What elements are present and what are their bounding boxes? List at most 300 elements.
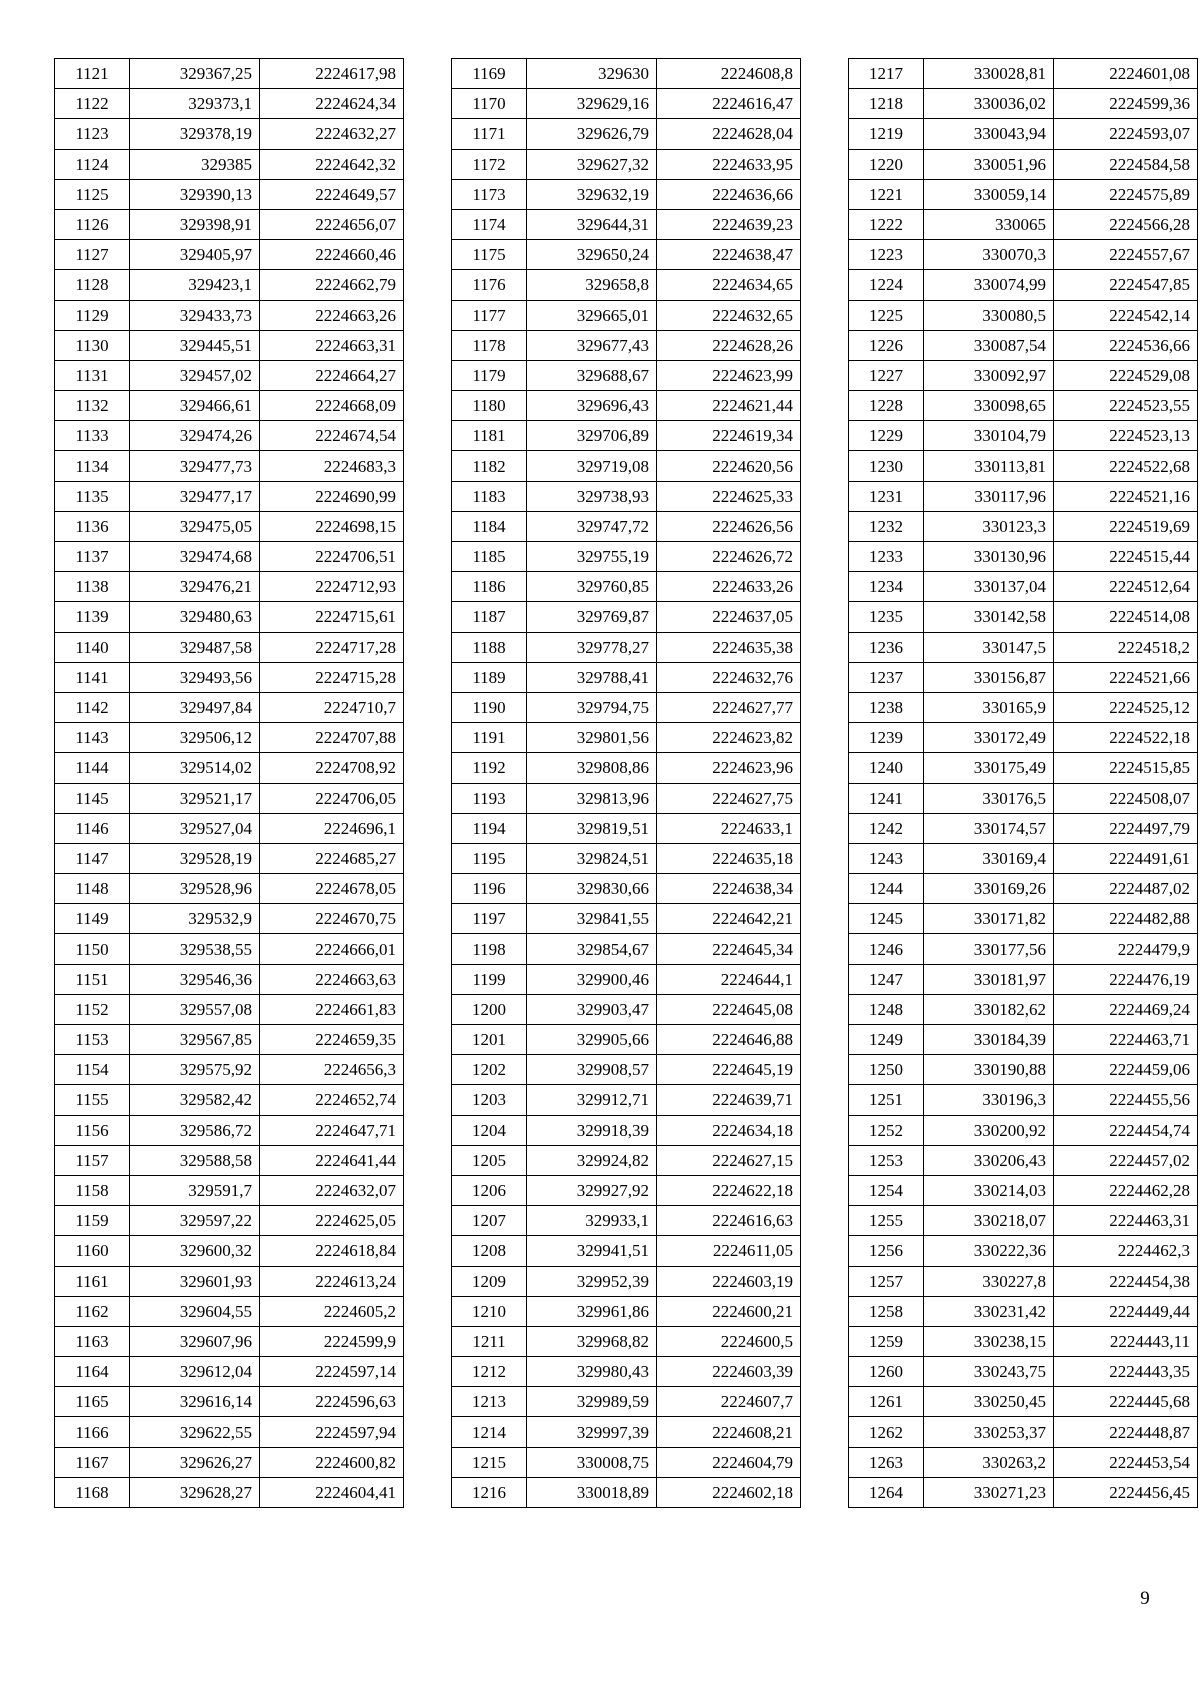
y-coordinate-cell: 2224712,93 [260,572,404,602]
table-row [849,1326,1198,1356]
y-coordinate-cell: 2224497,79 [1054,813,1198,843]
x-coordinate-cell: 329854,67 [527,934,657,964]
table-row [452,904,801,934]
x-coordinate-cell: 329905,66 [527,1025,657,1055]
y-coordinate-cell: 2224522,68 [1054,451,1198,481]
point-number-cell: 1216 [452,1477,527,1507]
point-number-cell: 1233 [849,542,924,572]
y-coordinate-cell: 2224482,88 [1054,904,1198,934]
table-row [849,89,1198,119]
x-coordinate-cell: 329841,55 [527,904,657,934]
y-coordinate-cell: 2224706,51 [260,542,404,572]
y-coordinate-cell: 2224542,14 [1054,300,1198,330]
x-coordinate-cell: 330087,54 [924,330,1054,360]
table-row [452,179,801,209]
point-number-cell: 1176 [452,270,527,300]
y-coordinate-cell: 2224514,08 [1054,602,1198,632]
y-coordinate-cell: 2224613,24 [260,1266,404,1296]
point-number-cell: 1174 [452,209,527,239]
y-coordinate-cell: 2224636,66 [657,179,801,209]
y-coordinate-cell: 2224715,61 [260,602,404,632]
y-coordinate-cell: 2224600,5 [657,1326,801,1356]
table-row [849,209,1198,239]
table-row [849,934,1198,964]
point-number-cell: 1125 [55,179,130,209]
table-row [55,542,404,572]
table-row [849,1236,1198,1266]
x-coordinate-cell: 329457,02 [130,360,260,390]
x-coordinate-cell: 329390,13 [130,179,260,209]
x-coordinate-cell: 329706,89 [527,421,657,451]
point-number-cell: 1248 [849,994,924,1024]
table-row [55,300,404,330]
point-number-cell: 1137 [55,542,130,572]
y-coordinate-cell: 2224625,05 [260,1206,404,1236]
x-coordinate-cell: 330104,79 [924,421,1054,451]
x-coordinate-cell: 329629,16 [527,89,657,119]
table-row [55,59,404,89]
y-coordinate-cell: 2224623,96 [657,753,801,783]
x-coordinate-cell: 329628,27 [130,1477,260,1507]
table-row [452,89,801,119]
table-row [452,421,801,451]
y-coordinate-cell: 2224670,75 [260,904,404,934]
y-coordinate-cell: 2224708,92 [260,753,404,783]
x-coordinate-cell: 330008,75 [527,1447,657,1477]
table-row [55,874,404,904]
table-row [849,119,1198,149]
x-coordinate-cell: 329527,04 [130,813,260,843]
y-coordinate-cell: 2224659,35 [260,1025,404,1055]
point-number-cell: 1205 [452,1145,527,1175]
point-number-cell: 1169 [452,59,527,89]
x-coordinate-cell: 329813,96 [527,783,657,813]
point-number-cell: 1182 [452,451,527,481]
point-number-cell: 1173 [452,179,527,209]
y-coordinate-cell: 2224454,74 [1054,1115,1198,1145]
x-coordinate-cell: 329755,19 [527,542,657,572]
point-number-cell: 1209 [452,1266,527,1296]
x-coordinate-cell: 329941,51 [527,1236,657,1266]
table-row [55,421,404,451]
table-row [452,753,801,783]
x-coordinate-cell: 330200,92 [924,1115,1054,1145]
x-coordinate-cell: 329445,51 [130,330,260,360]
table-row [452,1025,801,1055]
x-coordinate-cell: 329423,1 [130,270,260,300]
point-number-cell: 1142 [55,692,130,722]
point-number-cell: 1232 [849,511,924,541]
point-number-cell: 1163 [55,1326,130,1356]
table-row [55,391,404,421]
point-number-cell: 1249 [849,1025,924,1055]
point-number-cell: 1171 [452,119,527,149]
x-coordinate-cell: 329373,1 [130,89,260,119]
table-row [849,1387,1198,1417]
point-number-cell: 1253 [849,1145,924,1175]
y-coordinate-cell: 2224661,83 [260,994,404,1024]
y-coordinate-cell: 2224523,13 [1054,421,1198,451]
x-coordinate-cell: 330036,02 [924,89,1054,119]
x-coordinate-cell: 329385 [130,149,260,179]
y-coordinate-cell: 2224605,2 [260,1296,404,1326]
y-coordinate-cell: 2224600,82 [260,1447,404,1477]
point-number-cell: 1148 [55,874,130,904]
y-coordinate-cell: 2224634,65 [657,270,801,300]
point-number-cell: 1143 [55,723,130,753]
y-coordinate-cell: 2224469,24 [1054,994,1198,1024]
point-number-cell: 1228 [849,391,924,421]
y-coordinate-cell: 2224663,26 [260,300,404,330]
x-coordinate-cell: 330174,57 [924,813,1054,843]
x-coordinate-cell: 330250,45 [924,1387,1054,1417]
x-coordinate-cell: 329794,75 [527,692,657,722]
x-coordinate-cell: 329918,39 [527,1115,657,1145]
coordinate-table-body [849,59,1198,1508]
table-row [55,1055,404,1085]
table-row [452,1115,801,1145]
table-row [452,59,801,89]
y-coordinate-cell: 2224652,74 [260,1085,404,1115]
point-number-cell: 1211 [452,1326,527,1356]
table-row [849,421,1198,451]
y-coordinate-cell: 2224685,27 [260,843,404,873]
x-coordinate-cell: 329487,58 [130,632,260,662]
table-row [452,119,801,149]
y-coordinate-cell: 2224624,34 [260,89,404,119]
x-coordinate-cell: 329612,04 [130,1357,260,1387]
y-coordinate-cell: 2224611,05 [657,1236,801,1266]
y-coordinate-cell: 2224632,07 [260,1175,404,1205]
y-coordinate-cell: 2224557,67 [1054,240,1198,270]
point-number-cell: 1183 [452,481,527,511]
y-coordinate-cell: 2224641,44 [260,1145,404,1175]
point-number-cell: 1215 [452,1447,527,1477]
table-row [452,1357,801,1387]
point-number-cell: 1187 [452,602,527,632]
point-number-cell: 1220 [849,149,924,179]
point-number-cell: 1195 [452,843,527,873]
table-row [849,783,1198,813]
x-coordinate-cell: 330142,58 [924,602,1054,632]
point-number-cell: 1194 [452,813,527,843]
y-coordinate-cell: 2224519,69 [1054,511,1198,541]
table-row [452,391,801,421]
y-coordinate-cell: 2224628,04 [657,119,801,149]
y-coordinate-cell: 2224639,23 [657,209,801,239]
table-row [452,511,801,541]
point-number-cell: 1123 [55,119,130,149]
table-row [849,1266,1198,1296]
y-coordinate-cell: 2224645,34 [657,934,801,964]
point-number-cell: 1213 [452,1387,527,1417]
point-number-cell: 1198 [452,934,527,964]
point-number-cell: 1124 [55,149,130,179]
x-coordinate-cell: 329528,19 [130,843,260,873]
y-coordinate-cell: 2224457,02 [1054,1145,1198,1175]
point-number-cell: 1258 [849,1296,924,1326]
table-row [849,1206,1198,1236]
x-coordinate-cell: 329665,01 [527,300,657,330]
x-coordinate-cell: 329719,08 [527,451,657,481]
table-row [452,1447,801,1477]
y-coordinate-cell: 2224523,55 [1054,391,1198,421]
table-row [452,874,801,904]
y-coordinate-cell: 2224449,44 [1054,1296,1198,1326]
y-coordinate-cell: 2224599,36 [1054,89,1198,119]
point-number-cell: 1236 [849,632,924,662]
y-coordinate-cell: 2224618,84 [260,1236,404,1266]
y-coordinate-cell: 2224649,57 [260,179,404,209]
point-number-cell: 1252 [849,1115,924,1145]
table-row [452,1417,801,1447]
table-row [55,240,404,270]
x-coordinate-cell: 329586,72 [130,1115,260,1145]
x-coordinate-cell: 330176,5 [924,783,1054,813]
table-row [55,1357,404,1387]
point-number-cell: 1158 [55,1175,130,1205]
x-coordinate-cell: 330147,5 [924,632,1054,662]
table-row [849,1447,1198,1477]
table-row [452,330,801,360]
y-coordinate-cell: 2224566,28 [1054,209,1198,239]
y-coordinate-cell: 2224647,71 [260,1115,404,1145]
x-coordinate-cell: 329477,17 [130,481,260,511]
x-coordinate-cell: 330051,96 [924,149,1054,179]
point-number-cell: 1184 [452,511,527,541]
table-row [55,753,404,783]
table-row [849,904,1198,934]
point-number-cell: 1225 [849,300,924,330]
point-number-cell: 1166 [55,1417,130,1447]
table-row [452,662,801,692]
table-row [849,391,1198,421]
point-number-cell: 1186 [452,572,527,602]
y-coordinate-cell: 2224656,07 [260,209,404,239]
point-number-cell: 1127 [55,240,130,270]
point-number-cell: 1207 [452,1206,527,1236]
point-number-cell: 1130 [55,330,130,360]
point-number-cell: 1212 [452,1357,527,1387]
table-row [849,843,1198,873]
table-row [849,149,1198,179]
table-row [849,1175,1198,1205]
y-coordinate-cell: 2224623,99 [657,360,801,390]
point-number-cell: 1231 [849,481,924,511]
table-row [452,994,801,1024]
table-row [55,1266,404,1296]
y-coordinate-cell: 2224518,2 [1054,632,1198,662]
table-row [55,662,404,692]
y-coordinate-cell: 2224698,15 [260,511,404,541]
x-coordinate-cell: 329626,27 [130,1447,260,1477]
x-coordinate-cell: 329405,97 [130,240,260,270]
x-coordinate-cell: 330065 [924,209,1054,239]
x-coordinate-cell: 329808,86 [527,753,657,783]
table-row [55,119,404,149]
y-coordinate-cell: 2224637,05 [657,602,801,632]
table-row [55,1115,404,1145]
x-coordinate-cell: 330271,23 [924,1477,1054,1507]
table-row [452,1206,801,1236]
x-coordinate-cell: 329912,71 [527,1085,657,1115]
table-row [849,240,1198,270]
x-coordinate-cell: 330092,97 [924,360,1054,390]
point-number-cell: 1177 [452,300,527,330]
y-coordinate-cell: 2224454,38 [1054,1266,1198,1296]
table-row [849,1477,1198,1507]
point-number-cell: 1251 [849,1085,924,1115]
point-number-cell: 1121 [55,59,130,89]
x-coordinate-cell: 330043,94 [924,119,1054,149]
x-coordinate-cell: 329521,17 [130,783,260,813]
point-number-cell: 1154 [55,1055,130,1085]
point-number-cell: 1144 [55,753,130,783]
point-number-cell: 1159 [55,1206,130,1236]
table-row [849,602,1198,632]
y-coordinate-cell: 2224448,87 [1054,1417,1198,1447]
point-number-cell: 1250 [849,1055,924,1085]
y-coordinate-cell: 2224645,08 [657,994,801,1024]
table-row [452,1326,801,1356]
table-row [55,270,404,300]
table-row [452,209,801,239]
point-number-cell: 1246 [849,934,924,964]
point-number-cell: 1254 [849,1175,924,1205]
x-coordinate-cell: 329927,92 [527,1175,657,1205]
x-coordinate-cell: 330018,89 [527,1477,657,1507]
point-number-cell: 1244 [849,874,924,904]
x-coordinate-cell: 329908,57 [527,1055,657,1085]
table-row [452,1296,801,1326]
point-number-cell: 1200 [452,994,527,1024]
y-coordinate-cell: 2224674,54 [260,421,404,451]
point-number-cell: 1239 [849,723,924,753]
table-row [452,572,801,602]
y-coordinate-cell: 2224632,65 [657,300,801,330]
point-number-cell: 1131 [55,360,130,390]
x-coordinate-cell: 330059,14 [924,179,1054,209]
x-coordinate-cell: 330263,2 [924,1447,1054,1477]
coordinate-table-body [452,59,801,1508]
x-coordinate-cell: 329497,84 [130,692,260,722]
point-number-cell: 1257 [849,1266,924,1296]
x-coordinate-cell: 330113,81 [924,451,1054,481]
x-coordinate-cell: 329658,8 [527,270,657,300]
table-row [55,632,404,662]
y-coordinate-cell: 2224642,21 [657,904,801,934]
x-coordinate-cell: 329480,63 [130,602,260,632]
x-coordinate-cell: 330169,26 [924,874,1054,904]
x-coordinate-cell: 329567,85 [130,1025,260,1055]
x-coordinate-cell: 330227,8 [924,1266,1054,1296]
table-row [55,813,404,843]
table-row [452,813,801,843]
table-row [55,209,404,239]
point-number-cell: 1224 [849,270,924,300]
point-number-cell: 1185 [452,542,527,572]
point-number-cell: 1172 [452,149,527,179]
table-row [849,542,1198,572]
point-number-cell: 1180 [452,391,527,421]
table-row [849,1055,1198,1085]
y-coordinate-cell: 2224621,44 [657,391,801,421]
point-number-cell: 1164 [55,1357,130,1387]
table-row [55,330,404,360]
table-row [849,723,1198,753]
y-coordinate-cell: 2224696,1 [260,813,404,843]
point-number-cell: 1243 [849,843,924,873]
table-row [452,632,801,662]
point-number-cell: 1241 [849,783,924,813]
point-number-cell: 1147 [55,843,130,873]
x-coordinate-cell: 329477,73 [130,451,260,481]
y-coordinate-cell: 2224627,75 [657,783,801,813]
x-coordinate-cell: 330028,81 [924,59,1054,89]
table-row [55,934,404,964]
x-coordinate-cell: 329650,24 [527,240,657,270]
x-coordinate-cell: 330218,07 [924,1206,1054,1236]
table-row [55,964,404,994]
table-row [849,1115,1198,1145]
y-coordinate-cell: 2224603,39 [657,1357,801,1387]
table-row [55,481,404,511]
point-number-cell: 1199 [452,964,527,994]
table-row [452,783,801,813]
x-coordinate-cell: 329819,51 [527,813,657,843]
point-number-cell: 1204 [452,1115,527,1145]
y-coordinate-cell: 2224639,71 [657,1085,801,1115]
point-number-cell: 1146 [55,813,130,843]
point-number-cell: 1193 [452,783,527,813]
x-coordinate-cell: 330074,99 [924,270,1054,300]
y-coordinate-cell: 2224635,18 [657,843,801,873]
y-coordinate-cell: 2224575,89 [1054,179,1198,209]
y-coordinate-cell: 2224678,05 [260,874,404,904]
x-coordinate-cell: 329801,56 [527,723,657,753]
x-coordinate-cell: 329968,82 [527,1326,657,1356]
table-row [55,179,404,209]
y-coordinate-cell: 2224710,7 [260,692,404,722]
point-number-cell: 1210 [452,1296,527,1326]
y-coordinate-cell: 2224620,56 [657,451,801,481]
y-coordinate-cell: 2224603,19 [657,1266,801,1296]
x-coordinate-cell: 329830,66 [527,874,657,904]
point-number-cell: 1242 [849,813,924,843]
table-row [849,874,1198,904]
x-coordinate-cell: 330182,62 [924,994,1054,1024]
table-row [452,723,801,753]
point-number-cell: 1134 [55,451,130,481]
table-row [849,1357,1198,1387]
y-coordinate-cell: 2224463,31 [1054,1206,1198,1236]
x-coordinate-cell: 330169,4 [924,843,1054,873]
point-number-cell: 1217 [849,59,924,89]
y-coordinate-cell: 2224596,63 [260,1387,404,1417]
x-coordinate-cell: 329557,08 [130,994,260,1024]
y-coordinate-cell: 2224635,38 [657,632,801,662]
table-row [55,360,404,390]
point-number-cell: 1129 [55,300,130,330]
table-row [849,632,1198,662]
y-coordinate-cell: 2224584,58 [1054,149,1198,179]
y-coordinate-cell: 2224633,95 [657,149,801,179]
point-number-cell: 1161 [55,1266,130,1296]
point-number-cell: 1165 [55,1387,130,1417]
x-coordinate-cell: 330175,49 [924,753,1054,783]
point-number-cell: 1261 [849,1387,924,1417]
table-row [452,1236,801,1266]
